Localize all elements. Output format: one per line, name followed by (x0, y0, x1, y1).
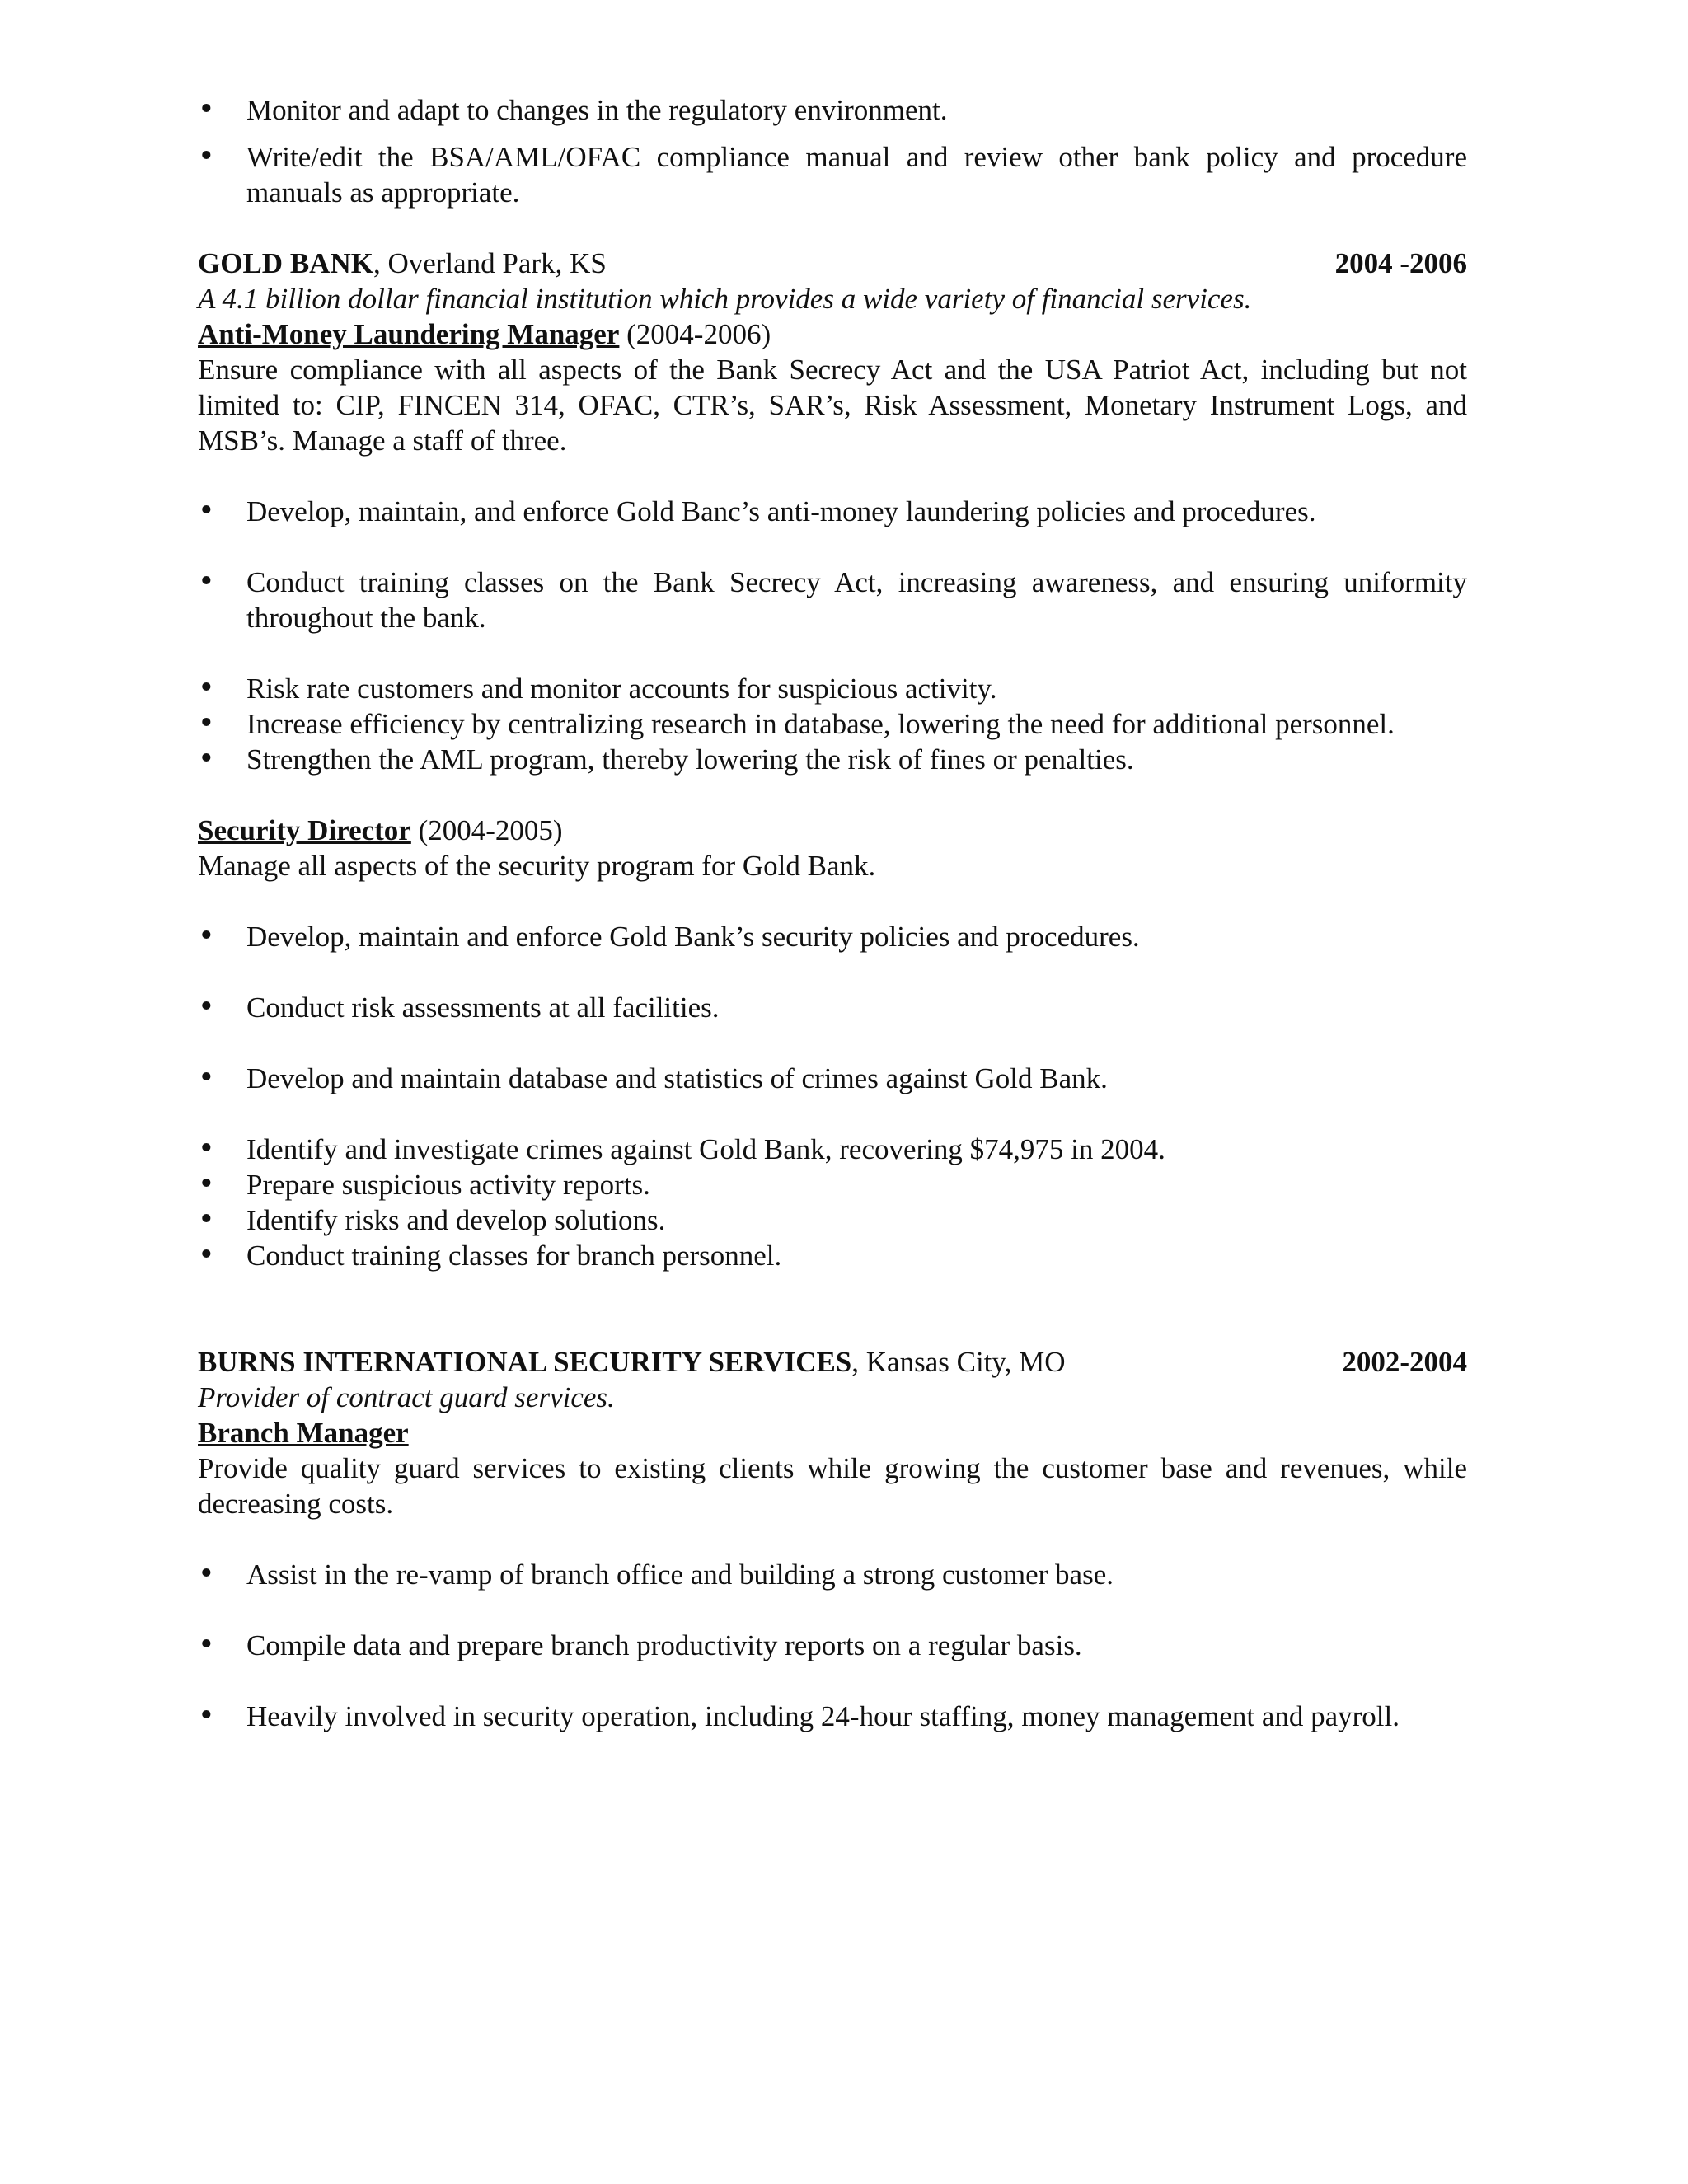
company-tagline: A 4.1 billion dollar financial institution which provides a wide variety of financial services. (198, 283, 1252, 315)
list-item: • Prepare suspicious activity reports. (198, 1167, 1467, 1202)
list-item: • Compile data and prepare branch productivity reports on a regular basis. (198, 1628, 1467, 1663)
role-title: Security Director (198, 814, 411, 846)
role-heading (198, 1415, 1467, 1451)
list-item: • Monitor and adapt to changes in the regulatory environment. (198, 92, 1467, 128)
aml-duties-list (198, 494, 1467, 777)
role-heading (198, 316, 1467, 352)
list-item: • Strengthen the AML program, thereby lowering the risk of fines or penalties. (198, 742, 1467, 777)
role-summary: Ensure compliance with all aspects of the Bank Secrecy Act and the USA Patriot Act, including but not limited to: CIP, FINCEN 314, OFAC, CTR’s, SAR’s, Risk Assessment, Monetary Instrument Logs, and MSB’s. Manage a staff of three. (198, 354, 1467, 457)
role-title: Branch Manager (198, 1417, 409, 1449)
list-item: • Heavily involved in security operation, including 24-hour staffing, money management and payroll. (198, 1699, 1467, 1734)
list-item: • Write/edit the BSA/AML/OFAC compliance manual and review other bank policy and procedure manuals as appropriate. (198, 139, 1467, 210)
employment-years: 2004 -2006 (1334, 247, 1467, 279)
list-item: • Develop, maintain and enforce Gold Bank’s security policies and procedures. (198, 919, 1467, 954)
list-item: • Conduct risk assessments at all facilities. (198, 990, 1467, 1025)
gold-bank-section (198, 246, 1467, 1273)
company-name: GOLD BANK (198, 247, 373, 279)
employment-years: 2002-2004 (1342, 1346, 1467, 1378)
security-duties-list (198, 919, 1467, 1273)
regulatory-bullet-list (198, 92, 1467, 210)
company-tagline: Provider of contract guard services. (198, 1381, 615, 1413)
resume-page (198, 92, 1467, 1734)
role-dates: (2004-2005) (410, 814, 563, 846)
list-item: • Increase efficiency by centralizing research in database, lowering the need for additional personnel. (198, 706, 1467, 742)
list-item: • Conduct training classes on the Bank Secrecy Act, increasing awareness, and ensuring uniformity throughout the bank. (198, 565, 1467, 635)
company-header (198, 246, 1467, 281)
role-heading (198, 813, 1467, 848)
list-item: • Identify risks and develop solutions. (198, 1202, 1467, 1238)
company-header (198, 1344, 1467, 1380)
company-name: BURNS INTERNATIONAL SECURITY SERVICES (198, 1346, 852, 1378)
list-item: • Risk rate customers and monitor accounts for suspicious activity. (198, 671, 1467, 706)
burns-section (198, 1344, 1467, 1734)
list-item: • Develop, maintain, and enforce Gold Banc’s anti-money laundering policies and procedures. (198, 494, 1467, 529)
role-dates: (2004-2006) (619, 318, 771, 350)
list-item: • Develop and maintain database and statistics of crimes against Gold Bank. (198, 1061, 1467, 1096)
list-item: • Assist in the re-vamp of branch office and building a strong customer base. (198, 1557, 1467, 1592)
role-summary: Provide quality guard services to existing clients while growing the customer base and revenues, while decreasing costs. (198, 1452, 1467, 1520)
list-item: • Conduct training classes for branch personnel. (198, 1238, 1467, 1273)
company-location: , Kansas City, MO (851, 1346, 1066, 1378)
role-title: Anti-Money Laundering Manager (198, 318, 620, 350)
company-heading (198, 1344, 1066, 1380)
company-location: , Overland Park, KS (373, 247, 607, 279)
list-item: • Identify and investigate crimes against Gold Bank, recovering $74,975 in 2004. (198, 1132, 1467, 1167)
company-heading (198, 246, 607, 281)
role-summary: Manage all aspects of the security program for Gold Bank. (198, 850, 876, 882)
branch-duties-list (198, 1557, 1467, 1734)
